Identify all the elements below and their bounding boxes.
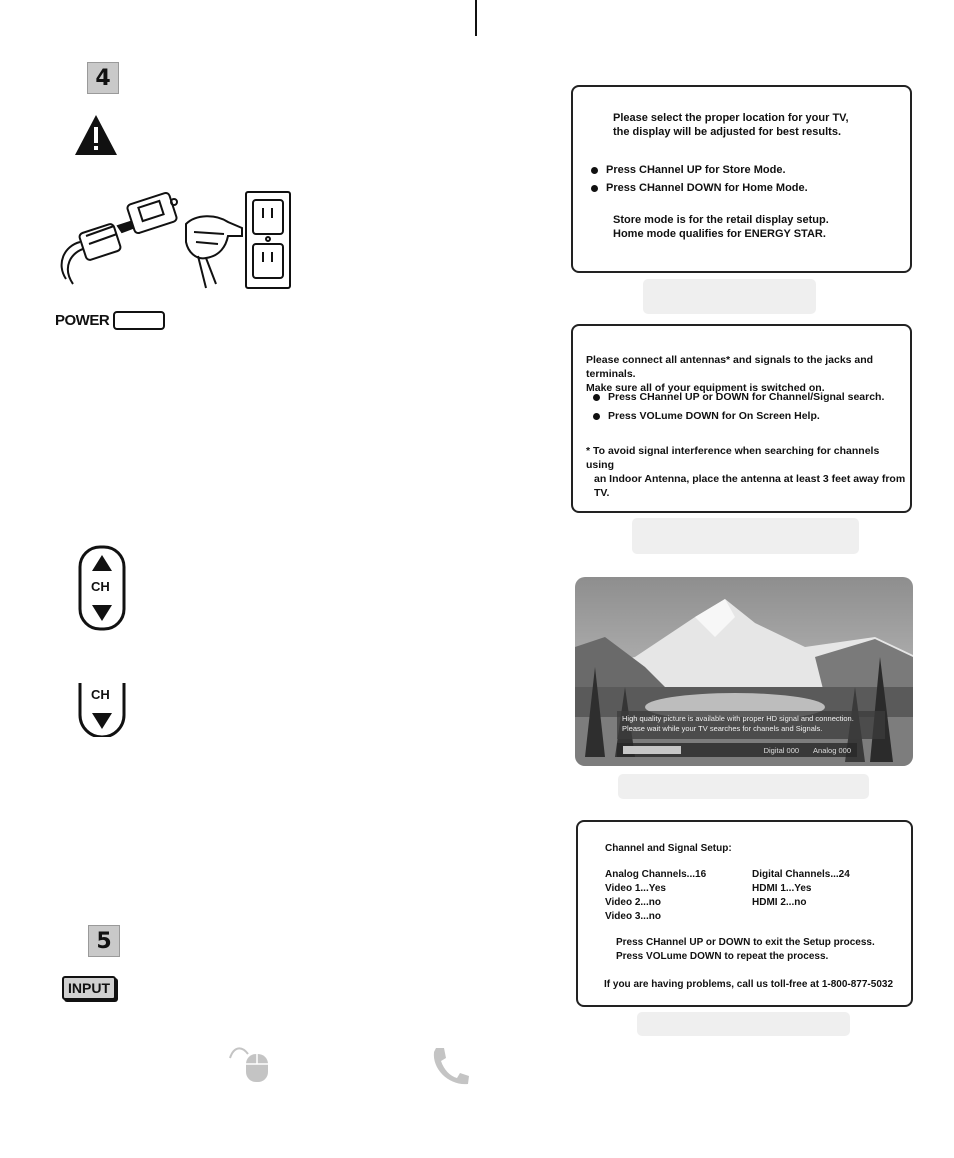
bullet-icon (591, 167, 598, 174)
warning-icon (74, 114, 118, 161)
screen4-left-column (605, 868, 706, 924)
tv-screen-setup-summary (576, 820, 913, 1007)
screen1-line2: the display will be adjusted for best results. (613, 126, 841, 138)
screen1-bullet2: Press CHannel DOWN for Home Mode. (606, 182, 808, 194)
step-5-badge (88, 925, 120, 957)
video-1: Video 1...Yes (605, 883, 666, 894)
input-button-graphic (62, 976, 116, 1000)
screen4-instr1: Press CHannel UP or DOWN to exit the Setup process. (616, 937, 875, 948)
ch-down-button-graphic (78, 681, 128, 742)
step-5-number: 5 (96, 928, 112, 954)
hdmi-2: HDMI 2...no (752, 897, 807, 908)
caption-placeholder-4 (637, 1012, 850, 1036)
search-message-overlay (617, 711, 885, 739)
screen2-bullet1: Press CHannel UP or DOWN for Channel/Signal search. (608, 391, 885, 403)
bullet-icon (593, 394, 600, 401)
power-label: POWER (55, 312, 110, 329)
video-2: Video 2...no (605, 897, 661, 908)
tv-screen-location-select (571, 85, 912, 273)
phone-icon (430, 1046, 470, 1093)
screen2-note1: * To avoid signal interference when searching for channels using (586, 445, 880, 471)
step-4-number: 4 (95, 65, 111, 91)
screen4-right-column (752, 868, 850, 910)
tv-screen-channel-search (575, 577, 913, 766)
screen3-msg2: Please wait while your TV searches for chanels and Signals. (622, 724, 823, 733)
screen4-instr2: Press VOLume DOWN to repeat the process. (616, 951, 829, 962)
ch-label-2: CH (91, 687, 110, 702)
mouse-icon (228, 1042, 272, 1089)
caption-placeholder-3 (618, 774, 869, 799)
input-label: INPUT (68, 980, 110, 996)
search-progress-bar (623, 746, 681, 754)
analog-channels: Analog Channels...16 (605, 869, 707, 880)
hdmi-1: HDMI 1...Yes (752, 883, 812, 894)
digital-count: Digital 000 (763, 745, 800, 755)
ch-label-1: CH (91, 579, 110, 594)
screen3-msg1: High quality picture is available with proper HD signal and connection. (622, 714, 854, 723)
screen2-note2: an Indoor Antenna, place the antenna at least 3 feet away from TV. (594, 473, 906, 499)
caption-placeholder-2 (632, 518, 859, 554)
screen4-help: If you are having problems, call us toll-free at 1-800-877-5032 (604, 979, 893, 990)
screen4-title: Channel and Signal Setup: (605, 843, 732, 854)
screen1-bullet1: Press CHannel UP for Store Mode. (606, 164, 786, 176)
screen1-line1: Please select the proper location for your TV, (613, 112, 849, 124)
analog-count: Analog 000 (813, 745, 851, 755)
ch-up-down-button-graphic (78, 545, 128, 636)
bullet-icon (591, 185, 598, 192)
video-3: Video 3...no (605, 911, 661, 922)
top-divider-line (475, 0, 477, 36)
power-button-shape (113, 311, 165, 330)
screen1-line3: Store mode is for the retail display setup. (613, 214, 829, 226)
digital-channels: Digital Channels...24 (752, 869, 850, 880)
search-status-bar (617, 743, 857, 757)
bullet-icon (593, 413, 600, 420)
screen2-bullet2: Press VOLume DOWN for On Screen Help. (608, 410, 820, 422)
power-button-graphic (55, 311, 165, 330)
step-4-badge (87, 62, 119, 94)
screen2-line2: Make sure all of your equipment is switched on. (586, 382, 825, 394)
screen1-line4: Home mode qualifies for ENERGY STAR. (613, 228, 826, 240)
screen2-line1: Please connect all antennas* and signals to the jacks and terminals. (586, 354, 874, 380)
tv-screen-connect-antennas (571, 324, 912, 513)
caption-placeholder-1 (643, 279, 816, 314)
power-plug-illustration (56, 184, 302, 299)
